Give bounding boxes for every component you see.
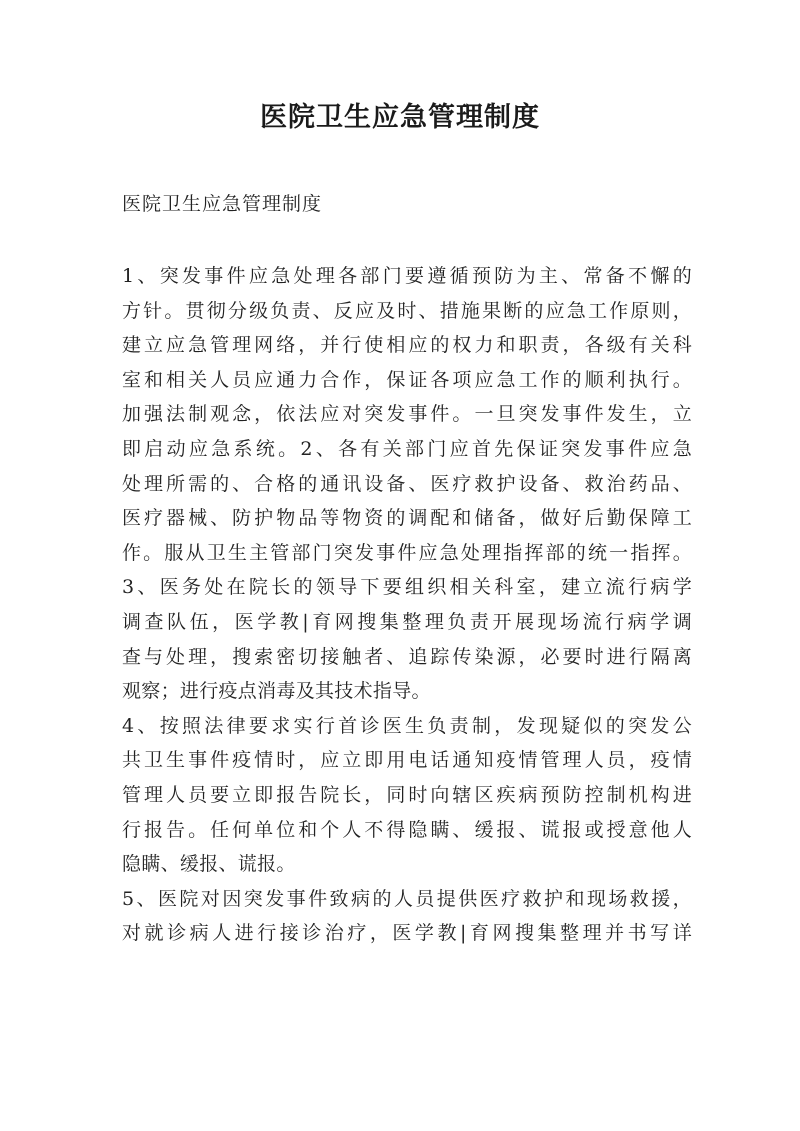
body-line: 观察；进行疫点消毒及其技术指导。 [122,680,431,703]
body-line: 处理所需的、合格的通讯设备、医疗救护设备、救治药品、 [122,472,692,495]
body-line: 建立应急管理网络，并行使相应的权力和职责，各级有关科 [122,334,692,357]
document-body [122,259,692,951]
body-line: 作。服从卫生主管部门突发事件应急处理指挥部的统一指挥。 [122,541,692,564]
body-line: 4、按照法律要求实行首诊医生负责制，发现疑似的突发公 [122,714,692,737]
body-line: 即启动应急系统。2、各有关部门应首先保证突发事件应急 [122,437,692,460]
body-line: 5、医院对因突发事件致病的人员提供医疗救护和现场救援， [122,887,692,910]
body-line: 加强法制观念，依法应对突发事件。一旦突发事件发生，立 [122,403,692,426]
body-line: 行报告。任何单位和个人不得隐瞒、缓报、谎报或授意他人 [122,818,692,841]
body-line: 医疗器械、防护物品等物资的调配和储备，做好后勤保障工 [122,507,692,530]
body-line: 3、医务处在院长的领导下要组织相关科室，建立流行病学 [122,576,692,599]
body-line: 查与处理，搜索密切接触者、追踪传染源，必要时进行隔离 [122,645,692,668]
document-title: 医院卫生应急管理制度 [260,102,540,133]
body-line: 管理人员要立即报告院长，同时向辖区疾病预防控制机构进 [122,783,692,806]
body-line: 室和相关人员应通力合作，保证各项应急工作的顺利执行。 [122,368,692,391]
body-line: 方针。贯彻分级负责、反应及时、措施果断的应急工作原则， [122,299,692,322]
document-subtitle: 医院卫生应急管理制度 [122,193,323,215]
body-line: 对就诊病人进行接诊治疗，医学教|育网搜集整理并书写详 [122,922,692,945]
body-line: 1、突发事件应急处理各部门要遵循预防为主、常备不懈的 [122,265,692,287]
body-line: 调查队伍，医学教|育网搜集整理负责开展现场流行病学调 [122,610,692,633]
body-line: 隐瞒、缓报、谎报。 [122,853,296,876]
body-line: 共卫生事件疫情时，应立即用电话通知疫情管理人员，疫情 [122,749,692,772]
